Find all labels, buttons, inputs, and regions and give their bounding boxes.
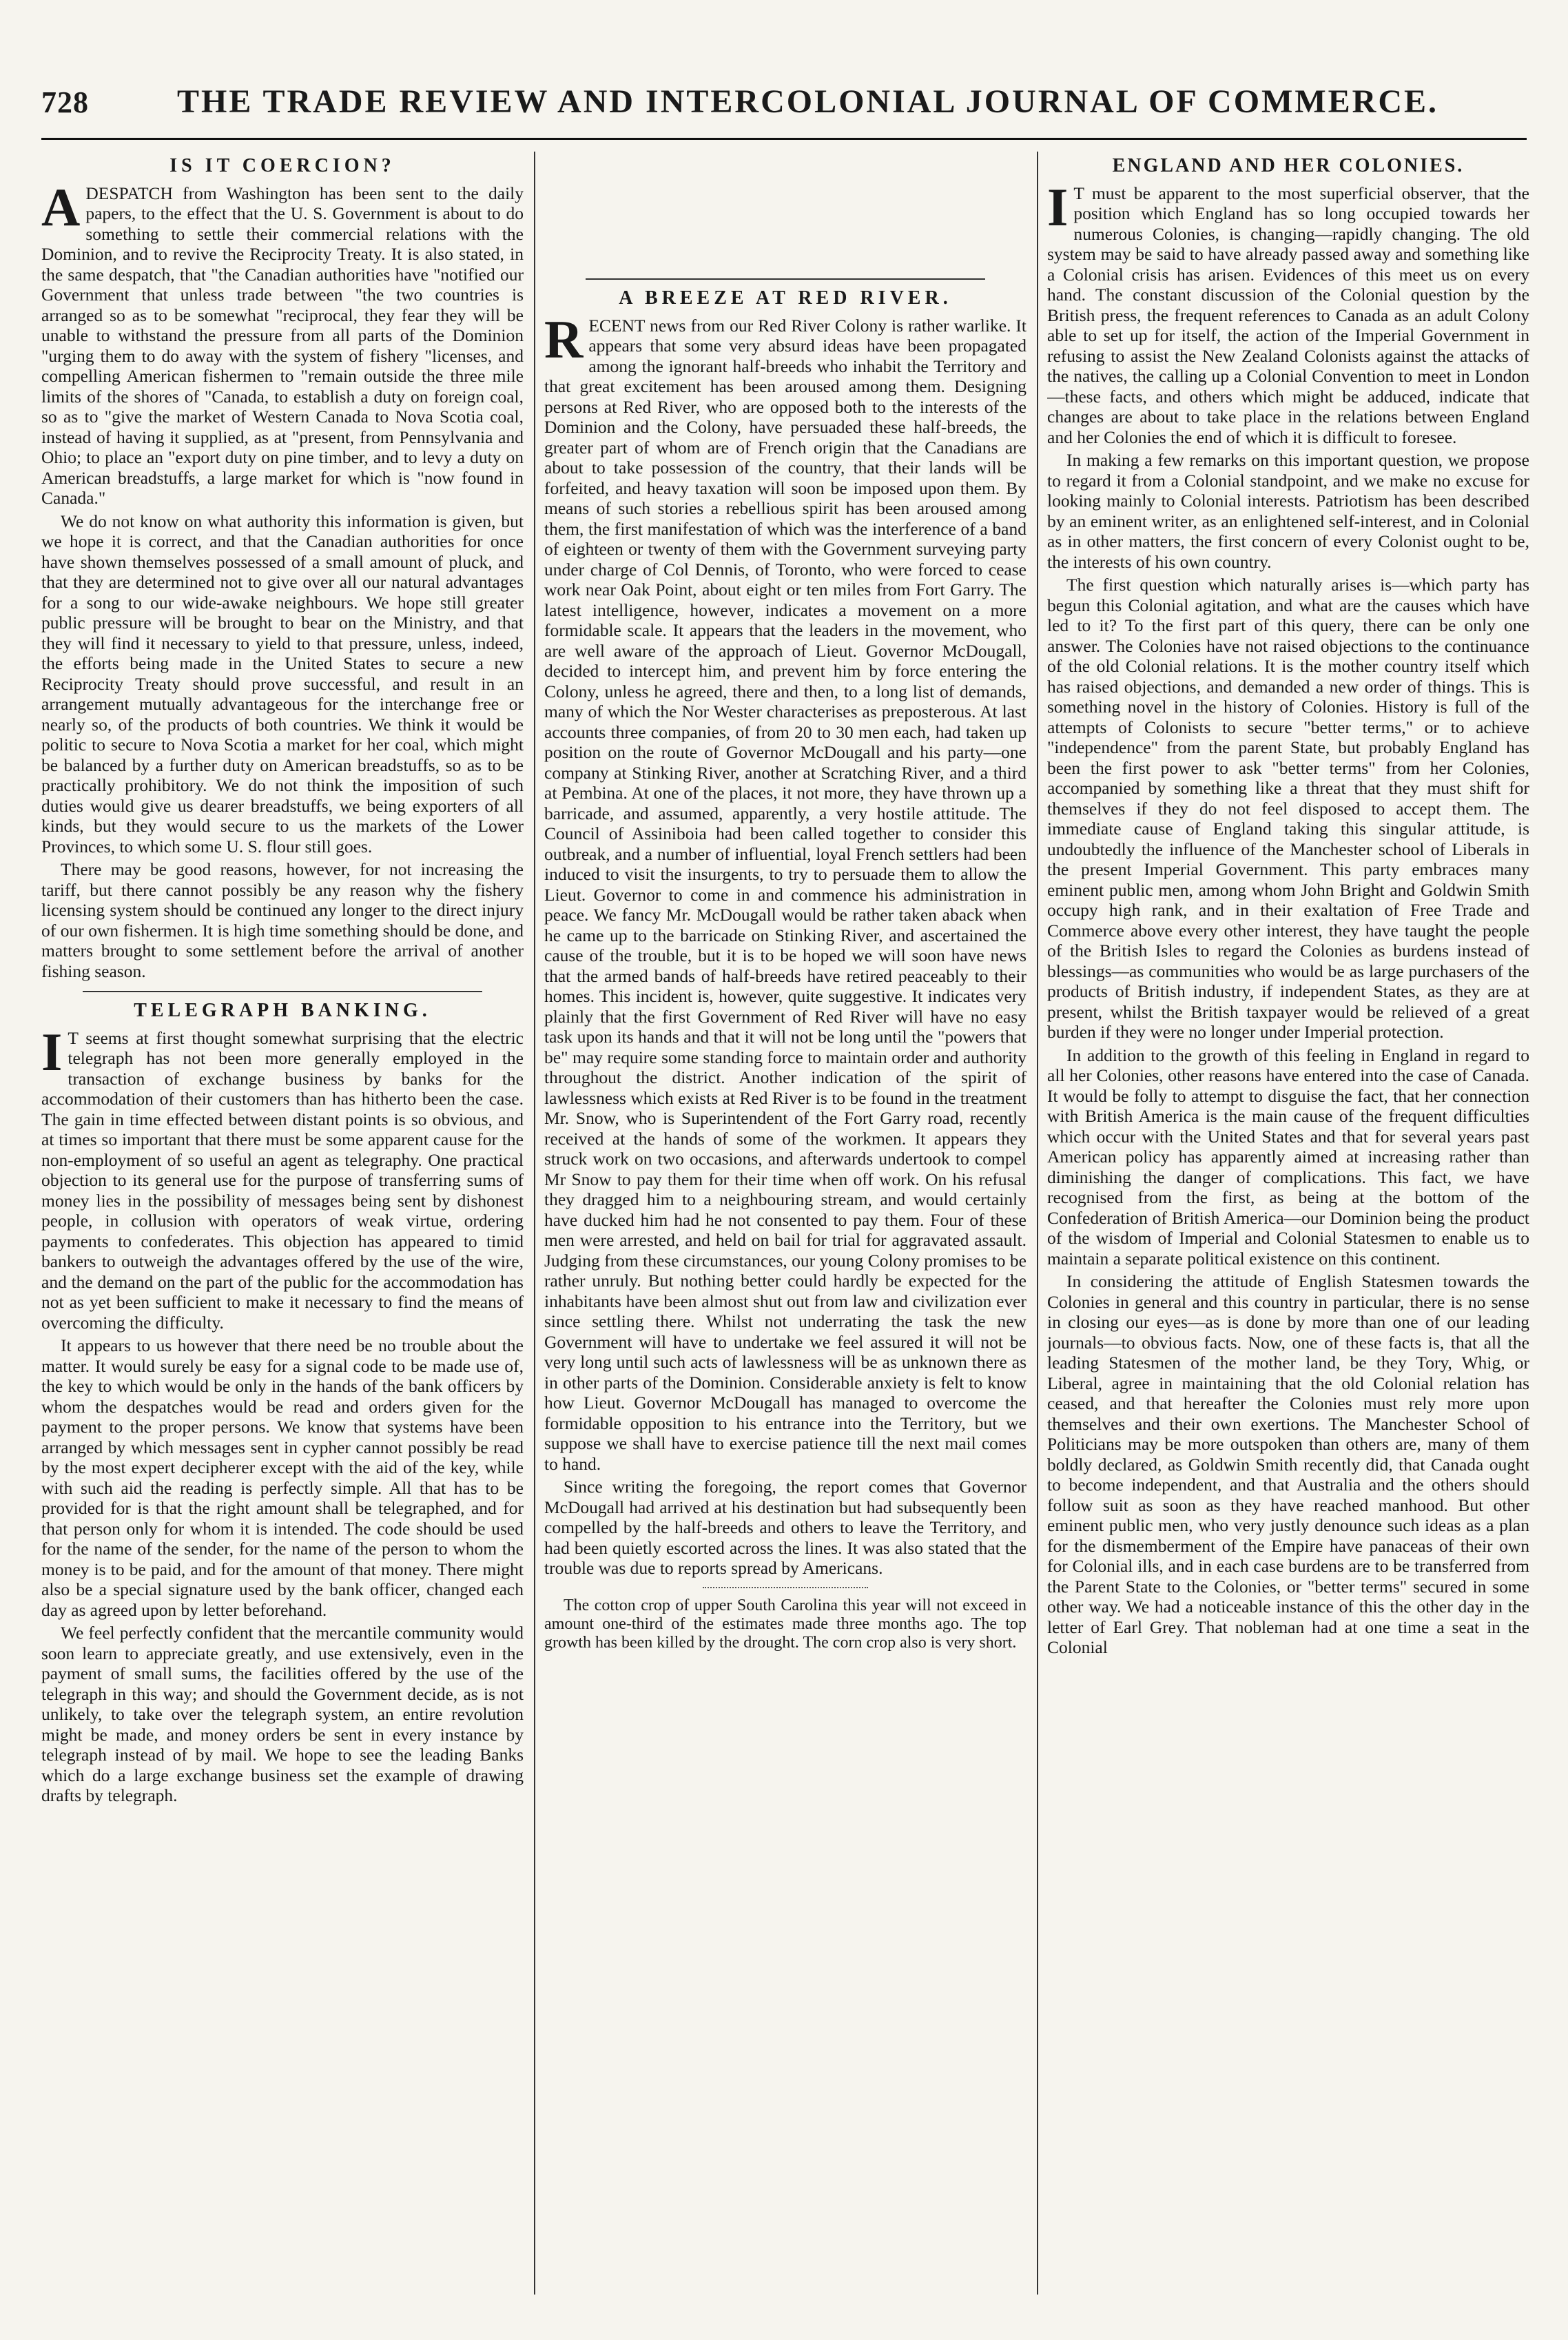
article-separator	[83, 991, 482, 992]
article-separator	[586, 278, 985, 280]
paragraph: In considering the attitude of English Statesmen towards the Colonies in general and this country in particular, there is no sense in closing our eyes—as is done by more than one of our leading journals—to obvious facts. Now, one of these facts is, that all the leading Statesmen of the mother land, be they Tory, Whig, or Liberal, agree in maintaining that the old Colonial relation has ceased, and that hereafter the Colonies must rely more upon themselves and their own exertions. The Manchester School of Politicians may be more outspoken than others are, many of them boldly declared, as Goldwin Smith recently did, that Canada ought to become independent, and that Australia and the others should follow suit as soon as they have reached manhood. But other eminent public men, who very justly denounce such ideas as a plan for the dismemberment of the Empire have panaceas of their own for Colonial ills, and in each case burdens are to be transferred from the Parent State to the Colonies, or "better terms" secured in some other way. We had a noticeable instance of this the other day in the letter of Earl Grey. That nobleman had at one time a seat in the Colonial	[1047, 1271, 1529, 1657]
paragraph: Since writing the foregoing, the report comes that Governor McDougall had arrived at his destination but had subsequently been compelled by the half-breeds and others to leave the Territory, and had been quietly escorted across the lines. It was also stated that the trouble was due to reports spread by Americans.	[544, 1477, 1027, 1578]
journal-title: THE TRADE REVIEW AND INTERCOLONIAL JOURNAL OF COMMERCE.	[176, 83, 1438, 120]
paragraph: The cotton crop of upper South Carolina this year will not exceed in amount one-third of the estimates made three months ago. The top growth has been killed by the drought. The corn crop also is very short.	[544, 1596, 1027, 1652]
article-title-telegraph: TELEGRAPH BANKING.	[134, 1000, 431, 1021]
note-separator	[703, 1587, 868, 1588]
column-2	[544, 152, 1027, 2295]
paragraph: There may be good reasons, however, for not increasing the tariff, but there cannot possibly be any reason why the fishery licensing system should be continued any longer to the direct injury of our own fishermen. It is high time something should be done, and matters brought to some settlement before the arrival of another fishing season.	[41, 859, 524, 981]
paragraph: It appears to us however that there need be no trouble about the matter. It would surely be easy for a signal code to be made use of, the key to which would be only in the hands of the bank officers by whom the despatches would be read and orders given for the payment to the proper persons. We know that systems have been arranged by which messages sent in cypher cannot possibly be read by the most expert decipherer except with the aid of the key, while with such aid the reading is perfectly simple. All that has to be provided for is that the right amount shall be telegraphed, and for that person only for whom it is intended. The code should be used for the name of the sender, for the name of the person to whom the money is to be paid, and for the amount of that money. There might also be a special signature used by the bank officer, changed each day as agreed upon by letter beforehand.	[41, 1335, 524, 1620]
column-3	[1047, 152, 1529, 2295]
paragraph: In addition to the growth of this feeling in England in regard to all her Colonies, other reasons have entered into the case of Canada. It would be folly to attempt to disguise the fact, that her connection with British America is the main cause of the frequent difficulties which occur with the United States and that for several years past American policy has apparently aimed at increasing rather than diminishing the danger of complications. This fact, we have recognised from the first, as being at the bottom of the Confederation of British America—our Dominion being the product of the wisdom of Imperial and Colonial Statesmen to enable us to maintain a separate political existence on this continent.	[1047, 1045, 1529, 1269]
paragraph: We feel perfectly confident that the mercantile community would soon learn to appreciate greatly, and use extensively, even in the payment of small sums, the facilities offered by the use of the telegraph in this way; and should the Government decide, as is not unlikely, to take over the telegraph system, an entire revolution might be made, and money orders be sent in every instance by telegraph instead of by mail. We hope to see the leading Banks which do a large exchange business set the example of drawing drafts by telegraph.	[41, 1623, 524, 1805]
paragraph: IT must be apparent to the most superficial observer, that the position which England has so long occupied towards her numerous Colonies, is changing—rapidly changing. The old system may be said to have already passed away and something like a Colonial crisis has arisen. Evidences of this meet us on every hand. The constant discussion of the Colonial question by the British press, the frequent references to Canada as an adult Colony able to set up for itself, the action of the Imperial Government in refusing to assist the New Zealand Colonists against the attacks of the natives, the calling up a Colonial Convention to meet in London—these facts, and others which might be adduced, indicate that changes are about to take place in the relations between England and her Colonies the end of which it is difficult to foresee.	[1047, 176, 1529, 447]
telegraph-continuation-space	[544, 152, 1027, 269]
paragraph: IT seems at first thought somewhat surprising that the electric telegraph has not been more generally employed in the transaction of exchange business by banks for the accommodation of their customers than has hitherto been the case. The gain in time effected between distant points is so obvious, and at times so important that there must be some apparent cause for the non-employment of so useful an agent as telegraphy. One practical objection to its general use for the purpose of transferring sums of money lies in the possibility of messages being sent by dishonest people, in collusion with operators of weak virtue, ordering payments to confederates. This objection has appeared to timid bankers to outweigh the advantages offered by the use of the wire, and the demand on the part of the public for the accommodation has not as yet been sufficient to make it necessary to find the means of overcoming the difficulty.	[41, 1021, 524, 1333]
paragraph: In making a few remarks on this important question, we propose to regard it from a Colonial standpoint, and we make no excuse for looking mainly to Colonial interests. Patriotism has been described by an eminent writer, as an enlightened self-interest, and in Colonial as in other matters, the first concern of every Colonist ought to be, the interests of his own country.	[1047, 450, 1529, 572]
paragraph: RECENT news from our Red River Colony is rather warlike. It appears that some very absurd ideas have been propagated among the ignorant half-breeds who inhabit the Territory and that great excitement has been aroused among them. Designing persons at Red River, who are opposed both to the interests of the Dominion and the Colony, have persuaded these half-breeds, the greater part of whom are of French origin that the Canadians are about to take possession of the country, that their lands will be forfeited, and heavy taxation will soon be imposed upon them. By means of such stories a rebellious spirit has been aroused among them, the first manifestation of which was the interference of a band of eighteen or twenty of them with the Government surveying party under charge of Col Dennis, of Toronto, who were forced to cease work near Oak Point, about eight or ten miles from Fort Garry. The latest intelligence, however, indicates a movement on a more formidable scale. It appears that the leaders in the movement, who are well aware of the approach of Lieut. Governor McDougall, decided to intercept him, and prevent him by force entering the Colony, unless he agreed, there and then, to a long list of demands, many of which the Nor Wester characterises as preposterous. At last accounts three companies, of from 20 to 30 men each, had taken up position on the route of Governor McDougall and his party—one company at Stinking River, another at Scratching River, and a third at Pembina. At one of the places, it not more, they have thrown up a barricade, and assumed, apparently, a very hostile attitude. The Council of Assiniboia had been called together to consider this outbreak, and a number of influential, loyal French settlers had been induced to visit the insurgents, to try to persuade them to allow the Lieut. Governor to come in and commence his administration in peace. We fancy Mr. McDougall would be rather taken aback when he came up to the barricade on Stinking River, and ascertained the cause of the trouble, but it is to be hoped we will soon have news that the armed bands of half-breeds have retired peaceably to their homes. This incident is, however, quite suggestive. It indicates very plainly that the first Government of Red River will have no easy task upon its hands and that it will not be long until the "powers that be" may require some standing force to maintain order and authority throughout the district. Another indication of the spirit of lawlessness which exists at Red River is to be found in the treatment Mr. Snow, who is Superintendent of the Fort Garry road, recently received at the hands of some of the workmen. It appears they struck work on two occasions, and afterwards undertook to compel Mr Snow to pay them for their time when off work. On his refusal they dragged him to a neighbouring stream, and would certainly have ducked him had he not consented to pay them. Four of these men were arrested, and held on bail for trial for aggravated assault. Judging from these circumstances, our young Colony promises to be rather unruly. But nothing better could hardly be expected for the inhabitants have been almost shut out from law and civilization ever since settling there. Whilst not underrating the task the new Government will have to undertake we feel assured it will not be very long until such acts of lawlessness will be as unknown there as in other parts of the Dominion. Considerable anxiety is felt to know how Lieut. Governor McDougall has managed to overcome the formidable opposition to his entrance into the Territory, but we suppose we shall have to exercise patience till the next mail comes to hand.	[544, 309, 1027, 1474]
paragraph: The first question which naturally arises is—which party has begun this Colonial agitation, and what are the causes which have led to it? To the first part of this query, there can be only one answer. The Colonies have not raised objections to the continuance of the old Colonial relations. It is the mother country itself which has raised objections, and demanded a new order of things. This is something novel in the history of Colonies. History is full of the attempts of Colonists to secure "better terms," or to achieve "independence" from the parent State, but probably England has been the first power to ask "better terms" from her Colonies, accompanied by something like a threat that they must shift for themselves if they do not feel disposed to accept them. The immediate cause of England taking this singular attitude, is undoubtedly the influence of the Manchester school of Liberals in the present Imperial Government. This party embraces many eminent public men, among whom John Bright and Goldwin Smith occupy high rank, and in their exaltation of Free Trade and Commerce above every other interest, they have taught the people of the British Isles to regard the Colonies as burdens instead of blessings—as communities who would be as large purchasers of the products of British industry, if independent States, as they are at present, whilst the British taxpayer would be relieved of a great burden if they were no longer under Imperial protection.	[1047, 575, 1529, 1042]
cotton-note	[544, 1597, 1027, 1652]
column-divider	[534, 152, 535, 2295]
article-title-england: ENGLAND AND HER COLONIES.	[1112, 155, 1465, 176]
paragraph: ADESPATCH from Washington has been sent to the daily papers, to the effect that the U. S. Government is about to do something to settle their commercial relations with the Dominion, and to revive the Reciprocity Treaty. It is also stated, in the same despatch, that "the Canadian authorities have "notified our Government that unless trade between "the two countries is arranged so as to be somewhat "reciprocal, they fear they will be unable to withstand the pressure from all parts of the Dominion "urging them to do away with the system of fishery "licenses, and compelling American fishermen to "remain outside the three mile limits of the shores of "Canada, to establish a duty on foreign coal, so as to "give the market of Western Canada to Nova Scotia coal, instead of having it supplied, as at "present, from Pennsylvania and Ohio; to place an "export duty on pine timber, and to levy a duty on American breadstuffs, a large market for which is "now found in Canada."	[41, 176, 524, 508]
column-divider	[1037, 152, 1038, 2295]
article-title-red-river: A BREEZE AT RED RIVER.	[619, 287, 952, 309]
column-1	[41, 152, 524, 2295]
header-rule	[41, 138, 1527, 140]
paragraph: We do not know on what authority this information is given, but we hope it is correct, and that the Canadian authorities for once have shown themselves possessed of a small amount of pluck, and that they are determined not to give over all our natural advantages for a song to our wide-awake neighbours. We hope still greater public pressure will be brought to bear on the Ministry, and that they will find it necessary to yield to that pressure, unless, indeed, the efforts being made in the United States to secure a new Reciprocity Treaty should prove successful, and result in an arrangement mutually advantageous for the interchange free or nearly so, of the products of both countries. We think it would be politic to secure to Nova Scotia a market for her coal, which might be balanced by a further duty on American breadstuffs, so as to be practically prohibitory. We do not think the imposition of such duties would give us dearer breadstuffs, we being exporters of all kinds, but they would secure to us the markets of the Lower Provinces, to which some U. S. flour still goes.	[41, 511, 524, 856]
page-number: 728	[41, 85, 89, 119]
page-header	[41, 83, 1527, 131]
article-title-coercion: IS IT COERCION?	[169, 155, 395, 176]
